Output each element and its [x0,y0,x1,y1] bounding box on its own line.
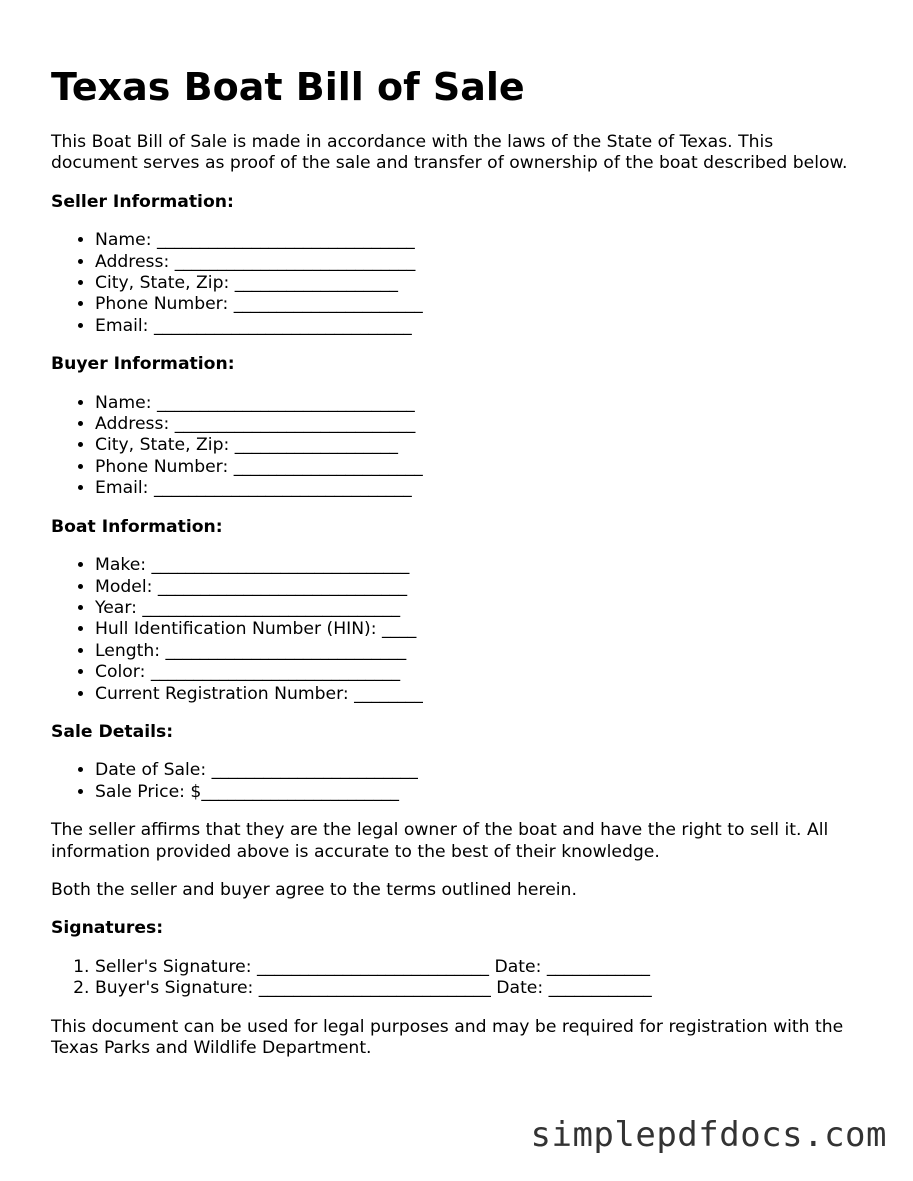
buyer-email-field: • Email: ______________________________ [95,478,861,499]
document-title: Texas Boat Bill of Sale [51,65,525,109]
buyer-heading: Buyer Information: [51,354,235,375]
affirmation-paragraph: The seller affirms that they are the legal owner of the boat and have the right to sell it. All information provided above is accurate to the best of their knowledge. [51,820,829,862]
buyer-phone-field: • Phone Number: ______________________ [95,457,861,478]
sale-heading: Sale Details: [51,721,174,742]
seller-city-state-zip-field: • City, State, Zip: ___________________ [95,273,861,294]
boat-year-field: • Year: ______________________________ [95,598,861,619]
seller-phone-field: • Phone Number: ______________________ [95,294,861,315]
sale-price-field: • Sale Price: $_______________________ [95,782,861,803]
seller-email-field: • Email: ______________________________ [95,316,861,337]
boat-hin-field: • Hull Identification Number (HIN): ____ [95,619,861,640]
signatures-list [51,957,861,1000]
sale-details-list [51,760,861,803]
document-body [51,132,861,1076]
boat-info-list [51,555,861,705]
sale-date-field: • Date of Sale: ________________________ [95,760,861,781]
buyer-info-list [51,393,861,500]
intro-paragraph: This Boat Bill of Sale is made in accordance with the laws of the State of Texas. This document serves as proof of the sale and transfer of ownership of the boat described below. [51,132,848,174]
buyer-city-state-zip-field: • City, State, Zip: ___________________ [95,435,861,456]
buyer-name-field: • Name: ______________________________ [95,393,861,414]
seller-signature-field: 1. Seller's Signature: ___________________________ Date: ____________ [95,957,861,978]
watermark-text: simplepdfdocs.com [530,1115,887,1155]
seller-name-field: • Name: ______________________________ [95,230,861,251]
buyer-signature-field: 2. Buyer's Signature: ___________________________ Date: ____________ [95,978,861,999]
boat-length-field: • Length: ____________________________ [95,641,861,662]
seller-info-list [51,230,861,337]
agreement-paragraph: Both the seller and buyer agree to the terms outlined herein. [51,879,577,900]
seller-address-field: • Address: ____________________________ [95,252,861,273]
boat-make-field: • Make: ______________________________ [95,555,861,576]
boat-heading: Boat Information: [51,516,223,537]
signatures-heading: Signatures: [51,918,164,939]
buyer-address-field: • Address: ____________________________ [95,414,861,435]
boat-color-field: • Color: _____________________________ [95,662,861,683]
closing-paragraph: This document can be used for legal purposes and may be required for registration with the Texas Parks and Wildlife Department. [51,1016,844,1058]
boat-model-field: • Model: _____________________________ [95,577,861,598]
seller-heading: Seller Information: [51,191,234,212]
boat-registration-field: • Current Registration Number: ________ [95,684,861,705]
